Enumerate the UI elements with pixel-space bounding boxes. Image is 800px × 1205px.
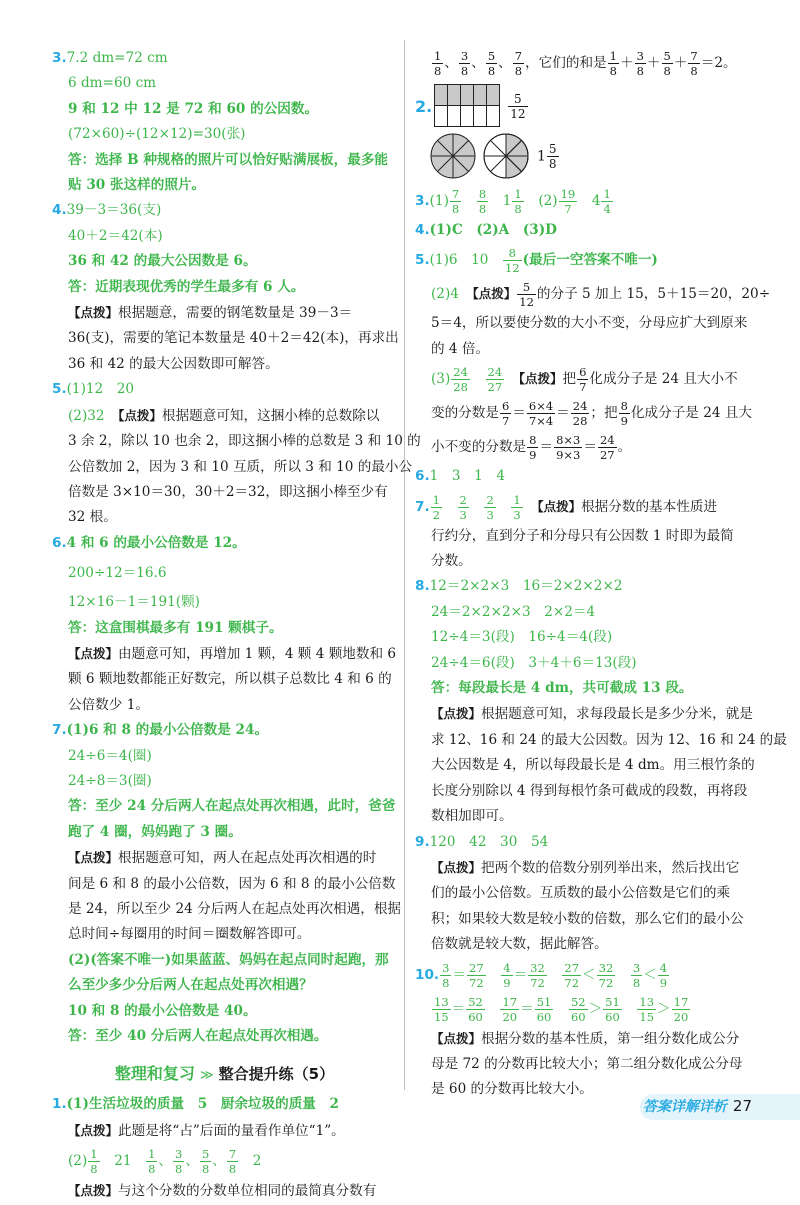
tip-text: 化成分子是 24 且大小不	[589, 371, 738, 388]
tip-label: 【点拨】	[431, 1030, 482, 1046]
q3r-part: (1)	[429, 193, 449, 209]
q2-mixed-number: 1 $\frac{5}{8}$	[537, 141, 557, 171]
q7-part2: (2)(答案不唯一)如果蓝蓝、妈妈在起点同时起跑，那	[68, 951, 389, 968]
tip-text: 积；如果较大数是较小数的倍数，那么它们的最小公	[431, 910, 744, 927]
q7-answer: 跑了 4 圈，妈妈跑了 3 圈。	[68, 823, 242, 840]
q3-answer: 贴 30 张这样的照片。	[68, 177, 206, 194]
q7r-number: 7.	[415, 498, 430, 515]
tip-text: 由题意可知，再增加 1 颗，4 颗 4 颗地数和 6	[118, 645, 397, 662]
tip-text: 公倍数加 2，因为 3 和 10 互质，所以 3 和 10 的最小公	[68, 458, 413, 475]
q5r-answer: (1)6 10	[429, 252, 489, 269]
q8r-line: 24＝2×2×2×3 2×2＝4	[431, 603, 596, 620]
left-q7	[52, 718, 402, 1049]
tip-text: 倍数是 3×10＝30，30＋2＝32，即这捆小棒至少有	[68, 483, 388, 500]
q3-line: 7.2 dm=72 cm	[66, 50, 168, 66]
q7-answer: 答：至少 24 分后两人在起点处再次相遇，此时，爸爸	[68, 798, 396, 815]
tip-text: 把	[562, 371, 577, 388]
q5r-answer: (2)4	[431, 286, 459, 303]
q5r-number: 5.	[415, 252, 430, 269]
q2-number: 2.	[415, 96, 433, 116]
tip-text: 大公因数是 4，所以每段最长是 4 dm。用三根竹条的	[431, 757, 755, 774]
tip-text: 倍数就是较大数，据此解答。	[431, 936, 608, 953]
q3r-whole: 4	[591, 193, 601, 209]
section-title-review: 整理和复习	[114, 1064, 195, 1084]
circles-figure	[429, 132, 531, 180]
q5r-note: (最后一空答案不唯一)	[522, 252, 658, 269]
q2-fraction-1: $\frac{5}{12}$	[510, 91, 526, 121]
tip-text: 根据分数的基本性质进	[581, 498, 718, 515]
page-number: 27	[732, 1097, 752, 1115]
q8r-line: 12÷4＝3(段) 16÷4＝4(段)	[431, 629, 613, 646]
right-q5: 5.(1)6 10 $\frac{8}{12}$ (最后一空答案不唯一) (2)4 【点拨】 $\frac{5}{12}$ 的分子 5 加上 15，5＋15＝20，20÷ 5＝4，所以要使分数的大小不变，分母应扩大到原来 的 4 倍。 (3) $\frac{24}{28}$ $\frac{24}{27}$ 【点拨】把 $\frac{6}{7}$ 化成分子是 24 且大小不 变的分数是 $\frac{6}{7}$ ＝ $\frac{6\times 4}{7\times 4}$ ＝ $\frac{24}{28}$ ；把 $\frac{8}{9}$ 化成分子是 24 且大 小不变的分数是 $\frac{8}{9}$ ＝ $\frac{8\times 3}{9\times 3}$ ＝ $\frac{24}{27}$ 。	[415, 246, 771, 463]
s1-answer-2: (2) $\frac{1}{8}$ 21 $\frac{1}{8}$ 、 $\frac{3}{8}$ 、 $\frac{5}{8}$ 、 $\frac{7}{8}$ 2	[68, 1147, 262, 1177]
q7-line: 24÷6＝4(圈)	[68, 747, 152, 764]
s1-number: 1.	[52, 1096, 67, 1113]
q4r-answer: (1)C (2)A (3)D	[429, 222, 557, 238]
q8r-answer: 答：每段最长是 4 dm，共可截成 13 段。	[431, 680, 693, 697]
right-q8	[415, 574, 787, 829]
tip-text: 颗 6 颗地数都能正好数完，所以棋子总数比 4 和 6 的	[68, 671, 392, 688]
q3r-number: 3.	[415, 193, 430, 209]
q7-number: 7.	[52, 722, 67, 739]
tip-label: 【点拨】	[518, 371, 563, 387]
q3r-part: (2)	[538, 193, 558, 209]
q5-number: 5.	[52, 381, 67, 398]
left-q6	[52, 531, 397, 718]
page-footer	[643, 1096, 752, 1116]
tip-text: 小不变的分数是	[431, 439, 527, 456]
left-q4	[52, 198, 397, 377]
tip-label: 【点拨】	[68, 1183, 119, 1199]
q3-line: 6 dm=60 cm	[68, 75, 157, 92]
s1-count: 21	[114, 1153, 132, 1170]
tip-label: 【点拨】	[472, 286, 517, 302]
s1-value: 2	[252, 1153, 262, 1170]
q7-part2: 答：至少 40 分后两人在起点处再次相遇。	[68, 1028, 328, 1045]
tip-text: 公倍数少 1。	[68, 696, 149, 713]
q6-line: 12×16－1＝191(颗)	[68, 594, 200, 611]
tip-text: 们的最小公倍数。互质数的最小公倍数是它们的乘	[431, 885, 731, 902]
tip-text: 根据题意可知，两人在起点处再次相遇的时	[118, 850, 377, 867]
tip-text: 此题是将“占”后面的量看作单位“1”。	[118, 1122, 345, 1139]
q3-number: 3.	[52, 50, 67, 66]
section-heading	[52, 1061, 397, 1084]
right-q4	[415, 218, 760, 243]
tip-text: 分数。	[431, 553, 472, 570]
q6-line: 200÷12＝16.6	[68, 565, 167, 582]
q7-part2: 么至少多少分后两人在起点处再次相遇？	[68, 977, 313, 994]
q5-answer: (1)12 20	[66, 381, 135, 398]
s1-answer: (1)生活垃圾的质量 5 厨余垃圾的质量 2	[66, 1096, 339, 1113]
q8r-line: 24÷4＝6(段) 3＋4＋6＝13(段)	[431, 654, 637, 671]
q9r-number: 9.	[415, 833, 430, 850]
s1-part-label: (2)	[68, 1153, 88, 1170]
right-q10: 10. $\frac{3}{8}$ ＝ $\frac{27}{72}$ $\frac{4}{9}$ ＝ $\frac{32}{72}$ $\frac{27}{72}$ ＜ $\frac{32}{72}$ $\frac{3}{8}$ ＜ $\frac{4}{9}$ $\frac{13}{15}$ ＝ $\frac{52}{60}$ $\frac{17}{20}$ ＝ $\frac{51}{60}$ $\frac{52}{60}$ ＞ $\frac{51}{60}$ $\frac{13}{15}$ ＞ $\frac{17}{20}$ 【点拨】根据分数的基本性质，第一组分数化成公分 母是 72 的分数再比较大小；第二组分数化成公分母 是 60 的分数再比较大小。	[415, 958, 760, 1103]
tip-text: 把两个数的倍数分别列举出来，然后找出它	[481, 859, 740, 876]
right-q9	[415, 830, 760, 958]
right-q7: 7. $\frac{1}{2}$ $\frac{2}{3}$ $\frac{2}{3}$ $\frac{1}{3}$ 【点拨】根据分数的基本性质进 行约分，直到分子和分母只有公因数 1 时即为最简 分数。	[415, 490, 760, 575]
q3-line: 9 和 12 中 12 是 72 和 60 的公因数。	[68, 100, 319, 117]
tip-text: 32 根。	[68, 509, 117, 526]
tip-label: 【点拨】	[68, 850, 119, 866]
left-q5	[52, 377, 421, 530]
tip-text: 根据题意可知，这捆小棒的总数除以	[161, 407, 380, 424]
q2-whole: 1	[537, 148, 546, 164]
q4r-number: 4.	[415, 222, 430, 238]
tip-text: 变的分数是	[431, 405, 499, 422]
tip-text: 求 12、16 和 24 的最大公因数。因为 12、16 和 24 的最	[431, 731, 787, 748]
tip-label: 【点拨】	[431, 706, 482, 722]
q4-answer: 答：近期表现优秀的学生最多有 6 人。	[68, 278, 305, 295]
tip-label: 【点拨】	[68, 1122, 119, 1138]
q6-number: 6.	[52, 534, 67, 551]
tip-text: 的分子 5 加上 15，5＋15＝20，20÷	[536, 286, 771, 303]
tip-label: 【点拨】	[431, 859, 482, 875]
sum-result: ＝2。	[700, 55, 737, 71]
q7-line: 24÷8＝3(圈)	[68, 772, 152, 789]
tip-text: 与这个分数的分数单位相同的最简真分数有	[118, 1183, 377, 1200]
tip-label: 【点拨】	[537, 498, 582, 514]
q6r-number: 6.	[415, 468, 430, 485]
tip-text: 根据题意可知，求每段最长是多少分米，就是	[481, 706, 753, 723]
tip-text: 是 24，所以至少 24 分后两人在起点处再次相遇，根据	[68, 901, 402, 917]
q4-number: 4.	[52, 202, 67, 219]
left-s1	[52, 1092, 397, 1204]
q6r-answer: 1 3 1 4	[429, 468, 506, 485]
q3-answer: 答：选择 B 种规格的照片可以恰好贴满展板，最多能	[68, 151, 389, 168]
tip-text: 行约分，直到分子和分母只有公因数 1 时即为最简	[431, 527, 734, 544]
tip-text: 36 和 42 的最大公因数即可解答。	[68, 355, 279, 372]
q7-part2: 10 和 8 的最小公倍数是 40。	[68, 1002, 257, 1019]
left-column	[52, 46, 421, 1205]
sum-text: ，它们的和是	[525, 55, 607, 71]
fraction-sum-line: $\frac{1}{8}$ 、 $\frac{3}{8}$ 、 $\frac{5}{8}$ 、 $\frac{7}{8}$ ，它们的和是 $\frac{1}{8}$ ＋ $\frac{3}{8}$ ＋ $\frac{5}{8}$ ＋ $\frac{7}{8}$ ＝2。	[434, 49, 737, 78]
tip-text: 间是 6 和 8 的最小公倍数，因为 6 和 8 的最小公倍数	[68, 875, 396, 892]
right-q2	[415, 84, 760, 180]
q6-line: 4 和 6 的最小公倍数是 12。	[66, 534, 246, 551]
q4-line: 40＋2＝42(本)	[68, 227, 163, 244]
tip-text: 。	[617, 439, 632, 456]
q3-line: (72×60)÷(12×12)=30(张)	[68, 126, 246, 143]
q9r-answer: 120 42 30 54	[429, 833, 549, 850]
section-arrow-icon: ≫	[199, 1068, 214, 1084]
right-q6	[415, 464, 760, 489]
right-q3: 3.(1) $\frac{7}{8}$ $\frac{8}{8}$ 1 $\frac{1}{8}$ (2) $\frac{19}{7}$ 4 $\frac{1}{4}$	[415, 187, 611, 216]
tip-text: 化成分子是 24 且大	[630, 405, 753, 422]
tip-text: 是 60 的分数再比较大小。	[431, 1081, 593, 1098]
tip-text: 3 余 2，除以 10 也余 2，即这捆小棒的总数是 3 和 10 的	[68, 433, 421, 450]
tip-text: 母是 72 的分数再比较大小；第二组分数化成公分母	[431, 1055, 743, 1072]
q4-line: 36 和 42 的最大公因数是 6。	[68, 253, 257, 270]
tip-label: 【点拨】	[118, 407, 162, 423]
tip-text: 36(支)，需要的笔记本数量是 40＋2＝42(本)，再求出	[68, 330, 399, 347]
section-title-practice: 整合提升练（5）	[218, 1065, 335, 1084]
q5-answer: (2)32	[68, 407, 105, 424]
tip-label: 【点拨】	[68, 645, 119, 661]
q8r-number: 8.	[415, 578, 430, 595]
q3r-whole: 1	[502, 193, 512, 209]
left-q3	[52, 46, 397, 198]
tip-text: ；把	[590, 405, 618, 422]
q6-answer: 答：这盒围棋最多有 191 颗棋子。	[68, 619, 283, 636]
q7-line: (1)6 和 8 的最小公倍数是 24。	[66, 722, 269, 739]
tip-text: 总时间÷每圈用的时间＝圈数解答即可。	[68, 926, 311, 943]
footer-logo: 答案详解详析	[642, 1099, 727, 1115]
tip-text: 数相加即可。	[431, 808, 513, 825]
tip-text: 5＝4，所以要使分数的大小不变，分母应扩大到原来	[431, 315, 748, 332]
tip-text: 根据分数的基本性质，第一组分数化成公分	[481, 1030, 740, 1047]
q4-line: 39－3＝36(支)	[66, 202, 162, 219]
tip-label: 【点拨】	[68, 305, 119, 321]
tip-text: 根据题意，需要的钢笔数量是 39－3＝	[118, 305, 353, 322]
column-divider	[404, 40, 405, 1090]
tip-text: 的 4 倍。	[431, 340, 490, 357]
q8r-line: 12＝2×2×3 16＝2×2×2×2	[429, 578, 623, 595]
tip-text: 长度分别除以 4 得到每根竹条可截成的段数，再将段	[431, 782, 748, 799]
grid-figure	[434, 84, 500, 128]
q5r-part: (3)	[431, 371, 451, 388]
right-column	[415, 46, 787, 1103]
q10r-number: 10.	[415, 966, 440, 983]
